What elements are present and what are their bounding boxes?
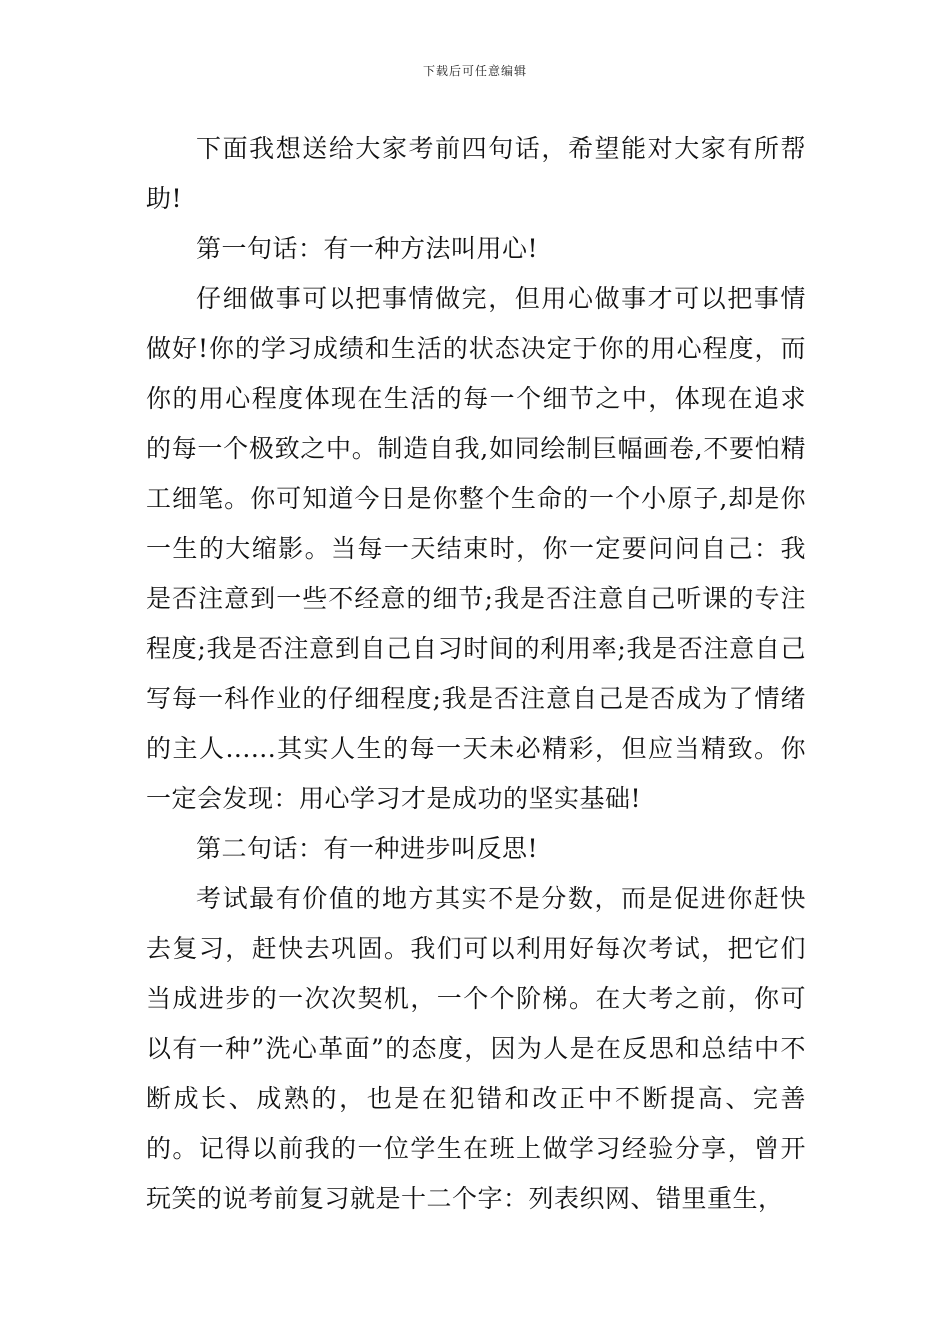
document-body [146,124,806,1224]
paragraph-first-saying-body: 仔细做事可以把事情做完，但用心做事才可以把事情做好!你的学习成绩和生活的状态决定于你的用心程度，而你的用心程度体现在生活的每一个细节之中，体现在追求的每一个极致之中。制造自我,如同绘制巨幅画卷,不要怕精工细笔。你可知道今日是你整个生命的一个小原子,却是你一生的大缩影。当每一天结束时，你一定要问问自己：我是否注意到一些不经意的细节;我是否注意自己听课的专注程度;我是否注意到自己自习时间的利用率;我是否注意自己写每一科作业的仔细程度;我是否注意自己是否成为了情绪的主人......其实人生的每一天未必精彩，但应当精致。你一定会发现：用心学习才是成功的坚实基础! [146,284,806,813]
header-note: 下载后可任意编辑 [422,64,527,78]
paragraph-second-saying-body: 考试最有价值的地方其实不是分数，而是促进你赶快去复习，赶快去巩固。我们可以利用好每次考试，把它们当成进步的一次次契机，一个个阶梯。在大考之前，你可以有一种”洗心革面”的态度，因为人是在反思和总结中不断成长、成熟的，也是在犯错和改正中不断提高、完善的。记得以前我的一位学生在班上做学习经验分享，曾开玩笑的说考前复习就是十二个字：列表织网、错里重生， [146,884,806,1213]
heading-second-saying: 第二句话：有一种进步叫反思! [196,834,539,863]
heading-first-saying: 第一句话：有一种方法叫用心! [196,234,539,263]
paragraph-intro: 下面我想送给大家考前四句话，希望能对大家有所帮助! [146,134,806,213]
